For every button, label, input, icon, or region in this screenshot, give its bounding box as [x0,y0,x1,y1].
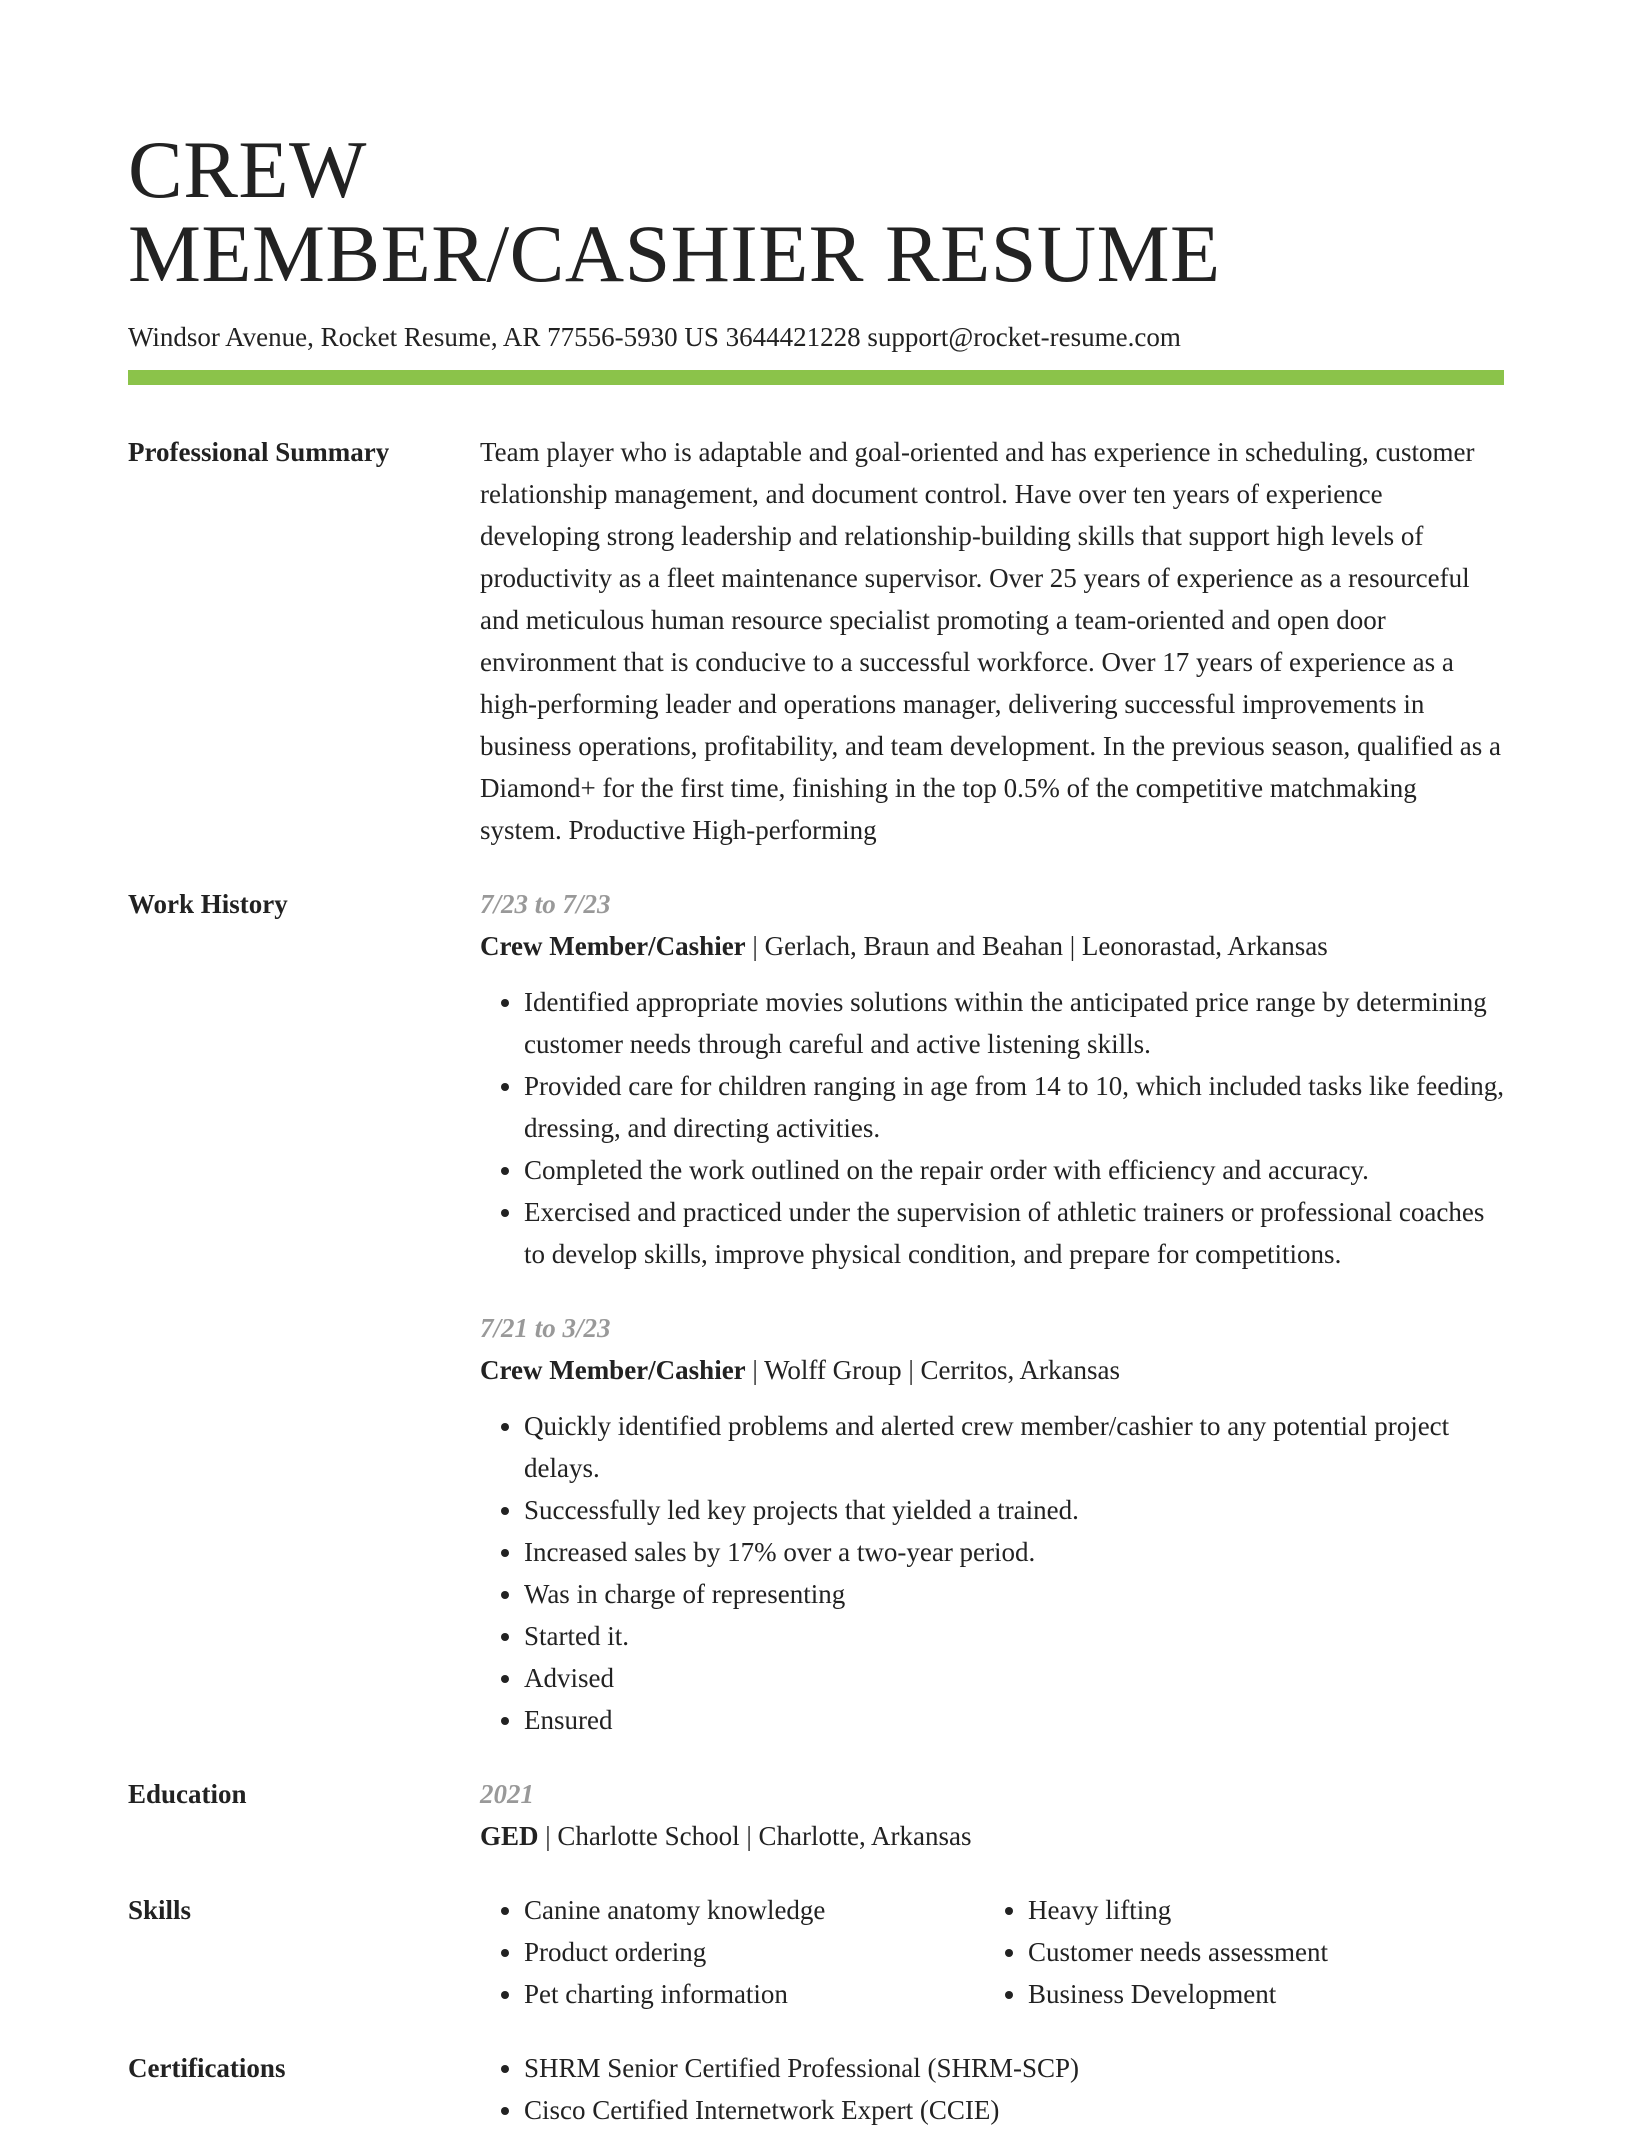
certification-item: • SHRM Senior Certified Professional (SHRM-SCP) [524,2047,1504,2089]
skill-item: • Canine anatomy knowledge [524,1889,984,1931]
job-bullet: • Successfully led key projects that yielded a trained. [524,1489,1504,1531]
job-bullet: • Advised [524,1657,1504,1699]
summary-text: Team player who is adaptable and goal-oriented and has experience in scheduling, customer relationship management, and document control. Have over ten years of experience developing strong leadership and relationship-building skills that support high levels of productivity as a fleet maintenance supervisor. Over 25 years of experience as a resourceful and meticulous human resource specialist promoting a team-oriented and open door environment that is conducive to a successful workforce. Over 17 years of experience as a high-performing leader and operations manager, delivering successful improvements in business operations, profitability, and team development. In the previous season, qualified as a Diamond+ for the first time, finishing in the top 0.5% of the competitive matchmaking system. Productive High-performing [480,437,1501,845]
skills-section [128,1889,1504,2015]
skills-column-2 [984,1889,1528,2015]
job-bullet: • Provided care for children ranging in age from 14 to 10, which included tasks like feeding, dressing, and directing activities. [524,1065,1504,1149]
summary-section [128,431,1504,851]
job-entry [480,883,1504,1275]
job-heading [480,1349,1504,1391]
job-dates: 7/23 to 7/23 [480,889,611,919]
certification-item: • Cisco Certified Internetwork Expert (CCIE) [524,2089,1504,2131]
resume-title [128,0,1504,299]
job-dates: 7/21 to 3/23 [480,1313,611,1343]
job-bullets [480,981,1504,1275]
skill-item: • Product ordering [524,1931,984,1973]
job-bullet: • Completed the work outlined on the repair order with efficiency and accuracy. [524,1149,1504,1191]
job-bullet: • Exercised and practiced under the supervision of athletic trainers or professional coaches to develop skills, improve physical condition, and prepare for competitions. [524,1191,1504,1275]
certifications-body [480,2047,1504,2131]
education-section [128,1773,1504,1857]
skill-item: • Business Development [1028,1973,1528,2015]
job-bullet: • Identified appropriate movies solutions within the anticipated price range by determining customer needs through careful and active listening skills. [524,981,1504,1065]
job-entry [480,1307,1504,1741]
education-label: Education [128,1779,247,1809]
education-heading [480,1815,1504,1857]
skill-item: • Customer needs assessment [1028,1931,1528,1973]
job-title: Crew Member/Cashier [480,931,746,961]
skills-label: Skills [128,1895,192,1925]
education-body [480,1773,1504,1857]
skills-body [480,1889,1528,2015]
accent-divider [128,370,1504,385]
job-bullet: • Ensured [524,1699,1504,1741]
skills-column-1 [480,1889,984,2015]
resume-page [128,0,1504,2131]
education-details: | Charlotte School | Charlotte, Arkansas [538,1821,972,1851]
contact-line: Windsor Avenue, Rocket Resume, AR 77556-5930 US 3644421228 support@rocket-resume.com [128,322,1181,352]
skill-item: • Heavy lifting [1028,1889,1528,1931]
job-bullet: • Was in charge of representing [524,1573,1504,1615]
job-title: Crew Member/Cashier [480,1355,746,1385]
certifications-list [480,2047,1504,2131]
job-bullet: • Quickly identified problems and alerted crew member/cashier to any potential project delays. [524,1405,1504,1489]
job-heading [480,925,1504,967]
certifications-section [128,2047,1504,2131]
education-year: 2021 [480,1779,534,1809]
work-history-section [128,883,1504,1741]
job-details: | Wolff Group | Cerritos, Arkansas [745,1355,1121,1385]
title-line-2: MEMBER/CASHIER RESUME [128,208,1221,299]
work-history-label: Work History [128,889,288,919]
skill-item: • Pet charting information [524,1973,984,2015]
work-history-body [480,883,1504,1741]
job-bullet: • Started it. [524,1615,1504,1657]
job-details: | Gerlach, Braun and Beahan | Leonorastad, Arkansas [745,931,1328,961]
job-bullet: • Increased sales by 17% over a two-year period. [524,1531,1504,1573]
education-degree: GED [480,1821,539,1851]
summary-label: Professional Summary [128,437,390,467]
certifications-label: Certifications [128,2053,286,2083]
job-bullets [480,1405,1504,1741]
title-line-1: CREW [128,124,367,215]
